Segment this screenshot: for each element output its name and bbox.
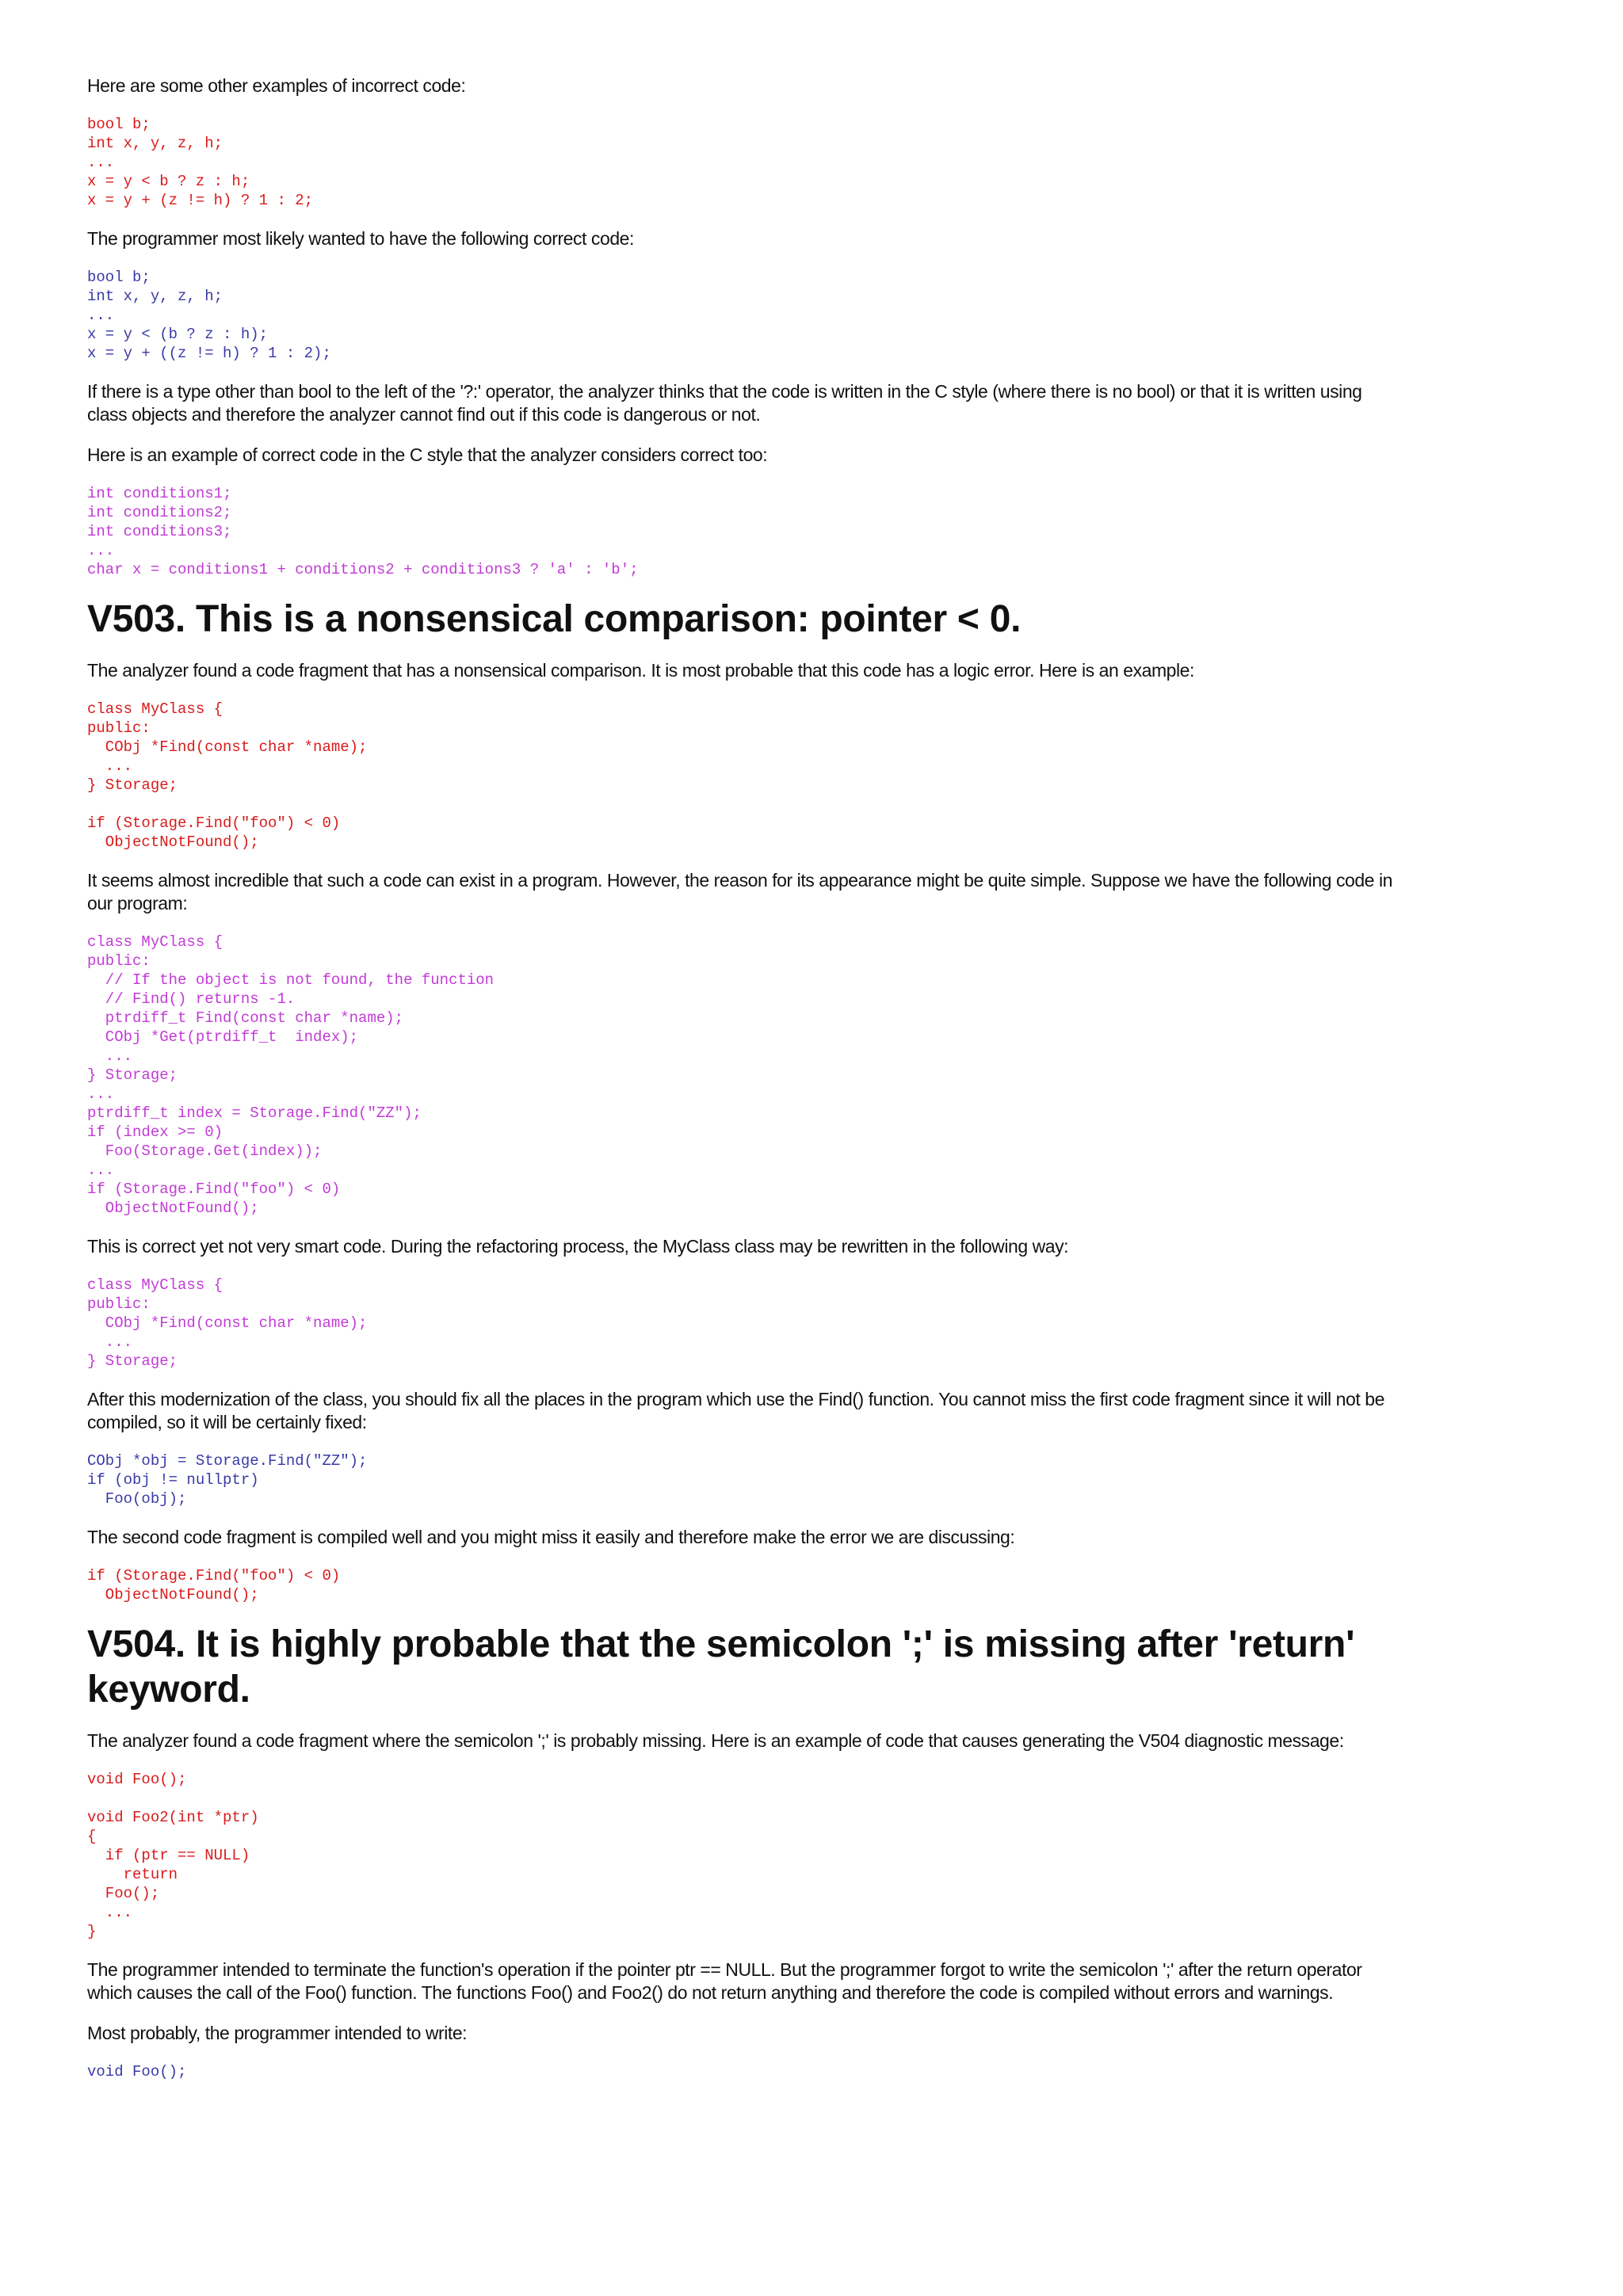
paragraph: This is correct yet not very smart code. During the refactoring process, the MyClass class may be rewritten in the following way: [87,1236,1069,1257]
code-block [87,1770,1403,1941]
code-line: x = y < (b ? z : h); [87,326,269,343]
paragraph: It seems almost incredible that such a code can exist in a program. However, the reason for its appearance might be quite simple. Suppose we have the following code in our program: [87,870,1392,913]
code-line: public: [87,952,151,970]
code-line: class MyClass { [87,1276,223,1294]
paragraph: The second code fragment is compiled well and you might miss it easily and therefore make the error we are discussing: [87,1527,1015,1547]
code-block [87,1276,1403,1371]
code-line: ptrdiff_t index = Storage.Find("ZZ"); [87,1104,422,1122]
code-line: CObj *obj = Storage.Find("ZZ"); [87,1452,368,1470]
paragraph: If there is a type other than bool to the left of the '?:' operator, the analyzer thinks that the code is written in the C style (where there is no bool) or that it is written using class objects and therefore the analyzer cannot find out if this code is dangerous or not. [87,381,1362,425]
code-line: if (Storage.Find("foo") < 0) [87,1180,341,1198]
code-line: // Find() returns -1. [87,990,296,1008]
paragraph: The programmer intended to terminate the function's operation if the pointer ptr == NULL. But the programmer forgot to write the semicolon ';' after the return operator which causes the call of the Foo() function. The functions Foo() and Foo2() do not return anything and therefore the code is compiled without errors and warnings. [87,1959,1362,2003]
paragraph: Here is an example of correct code in the C style that the analyzer considers correct too: [87,444,768,465]
code-line: return [87,1866,178,1883]
code-line [87,1789,1403,1808]
code-line [87,795,1403,814]
code-line: // If the object is not found, the function [87,971,495,989]
code-line: } [87,1923,97,1940]
code-line: int conditions1; [87,485,232,502]
code-line: int conditions3; [87,523,232,540]
code-line: bool b; [87,269,151,286]
paragraph: Here are some other examples of incorrect code: [87,75,466,96]
code-block [87,700,1403,852]
code-line: ... [87,307,115,324]
code-line: x = y < b ? z : h; [87,173,250,190]
code-line: if (obj != nullptr) [87,1471,259,1489]
code-line: ptrdiff_t Find(const char *name); [87,1009,404,1027]
code-line: Foo(); [87,1885,160,1902]
code-line: ObjectNotFound(); [87,833,259,851]
code-block [87,933,1403,1218]
code-line: ... [87,1047,133,1065]
paragraph: The analyzer found a code fragment where the semicolon ';' is probably missing. Here is an example of code that causes generating the V504 diagnostic message: [87,1730,1344,1751]
code-line: x = y + ((z != h) ? 1 : 2); [87,345,331,362]
code-line: bool b; [87,116,151,133]
code-line: ObjectNotFound(); [87,1586,259,1604]
paragraph: The analyzer found a code fragment that has a nonsensical comparison. It is most probable that this code has a logic error. Here is an example: [87,660,1194,681]
code-block [87,2062,1403,2081]
code-block [87,1566,1403,1604]
code-line: { [87,1828,97,1845]
code-line: ... [87,1085,115,1103]
code-line: int x, y, z, h; [87,288,223,305]
code-line: public: [87,719,151,737]
code-line: } Storage; [87,1352,178,1370]
code-line: } Storage; [87,776,178,794]
code-block [87,115,1403,210]
code-line: class MyClass { [87,933,223,951]
code-line: ... [87,1904,133,1921]
code-line: int x, y, z, h; [87,135,223,152]
code-line: Foo(obj); [87,1490,187,1508]
code-block [87,268,1403,363]
code-line: if (ptr == NULL) [87,1847,250,1864]
section-heading: V503. This is a nonsensical comparison: pointer < 0. [87,598,1022,640]
code-line: ... [87,1161,115,1179]
code-line: int conditions2; [87,504,232,521]
code-line: CObj *Find(const char *name); [87,1314,368,1332]
code-line: void Foo(); [87,1771,187,1788]
code-line: if (Storage.Find("foo") < 0) [87,814,341,832]
code-line: ... [87,757,133,775]
code-line: ObjectNotFound(); [87,1199,259,1217]
paragraph: After this modernization of the class, you should fix all the places in the program which use the Find() function. You cannot miss the first code fragment since it will not be compiled, so it will be certainly fixed: [87,1389,1384,1432]
code-block [87,1451,1403,1508]
code-line: ... [87,542,115,559]
code-line: public: [87,1295,151,1313]
code-line: } Storage; [87,1066,178,1084]
code-line: Foo(Storage.Get(index)); [87,1142,323,1160]
code-block [87,484,1403,579]
document-body [87,74,1403,2099]
code-line: if (index >= 0) [87,1123,223,1141]
code-line: if (Storage.Find("foo") < 0) [87,1567,341,1585]
code-line: void Foo2(int *ptr) [87,1809,259,1826]
code-line: ... [87,154,115,171]
code-line: class MyClass { [87,700,223,718]
paragraph: The programmer most likely wanted to have the following correct code: [87,228,634,249]
code-line: ... [87,1333,133,1351]
code-line: void Foo(); [87,2063,187,2081]
code-line: char x = conditions1 + conditions2 + conditions3 ? 'a' : 'b'; [87,561,639,578]
code-line: x = y + (z != h) ? 1 : 2; [87,192,314,209]
code-line: CObj *Get(ptrdiff_t index); [87,1028,359,1046]
paragraph: Most probably, the programmer intended to write: [87,2023,468,2043]
code-line: CObj *Find(const char *name); [87,738,368,756]
section-heading: V504. It is highly probable that the semicolon ';' is missing after 'return' keyword. [87,1623,1355,1711]
